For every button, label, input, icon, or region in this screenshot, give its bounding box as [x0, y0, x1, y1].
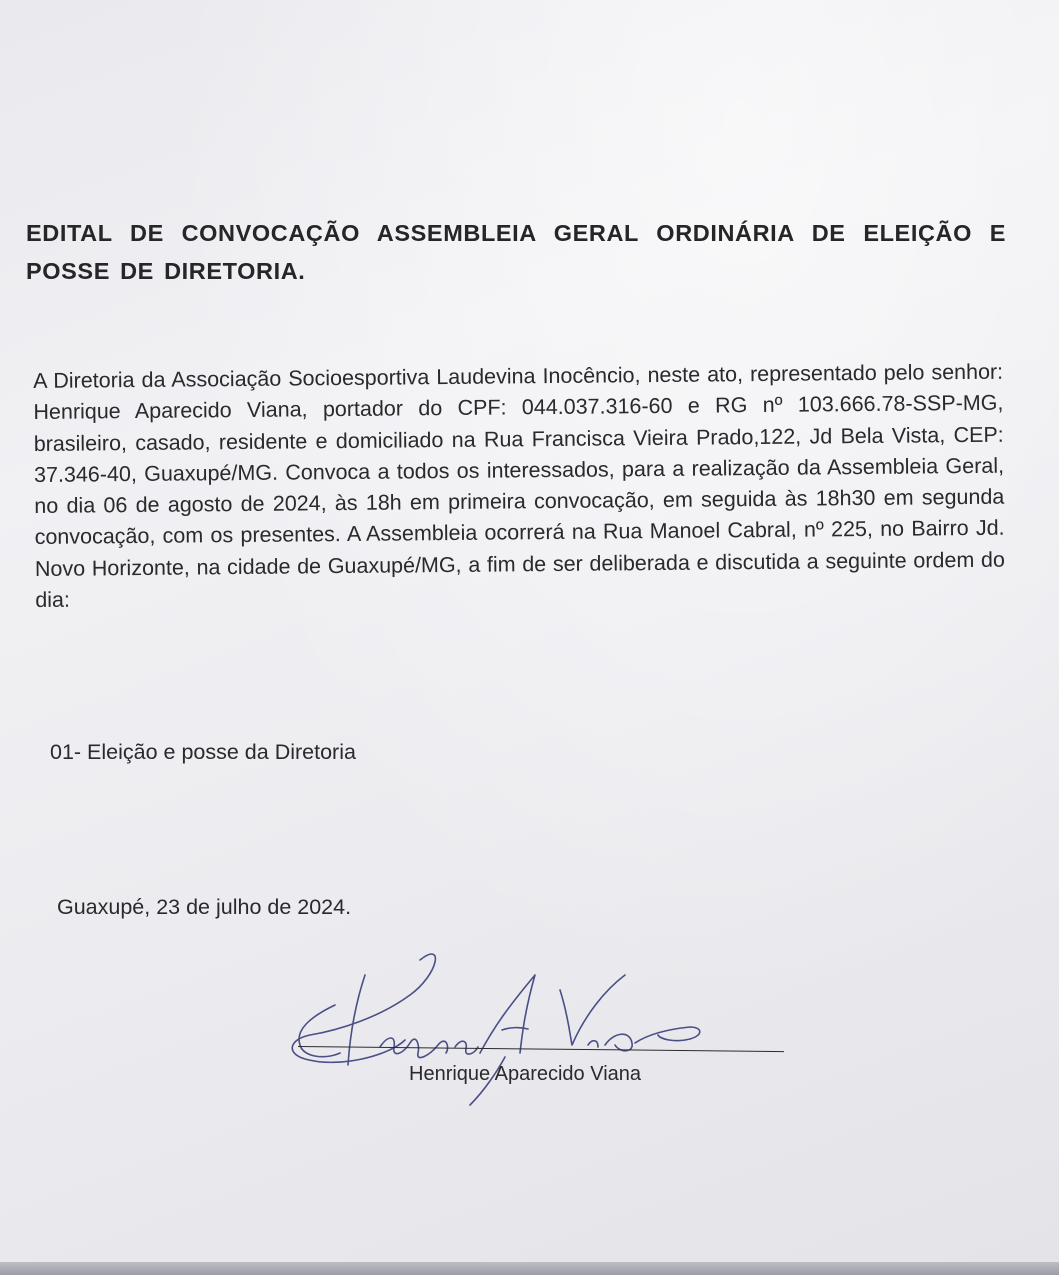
- body-paragraph: A Diretoria da Associação Socioesportiva Laudevina Inocêncio, neste ato, representado pelo senhor: Henrique Aparecido Viana, portador do CPF: 044.037.316-60 e RG nº 103.666.78-SSP-MG, brasileiro, casado, residente e domiciliado na Rua Francisca Vieira Prado,122, Jd Bela Vista, CEP: 37.346-40, Guaxupé/MG. Convoca a todos os interessados, para a realização da Assembleia Geral, no dia 06 de agosto de 2024, às 18h em primeira convocação, em seguida às 18h30 em segunda convocação, com os presentes. A Assembleia ocorrerá na Rua Manoel Cabral, nº 225, no Bairro Jd. Novo Horizonte, na cidade de Guaxupé/MG, a fim de ser deliberada e discutida a seguinte ordem do dia:: [33, 359, 1006, 613]
- agenda-item: 01- Eleição e posse da Diretoria: [50, 740, 356, 764]
- signer-name: Henrique Aparecido Viana: [409, 1063, 642, 1085]
- document-title: EDITAL DE CONVOCAÇÃO ASSEMBLEIA GERAL ORDINÁRIA DE ELEIÇÃO E POSSE DE DIRETORIA.: [26, 220, 1006, 284]
- place-and-date: Guaxupé, 23 de julho de 2024.: [57, 895, 352, 919]
- page-bottom-edge: [0, 1262, 1059, 1275]
- handwritten-signature-icon: [270, 935, 720, 1115]
